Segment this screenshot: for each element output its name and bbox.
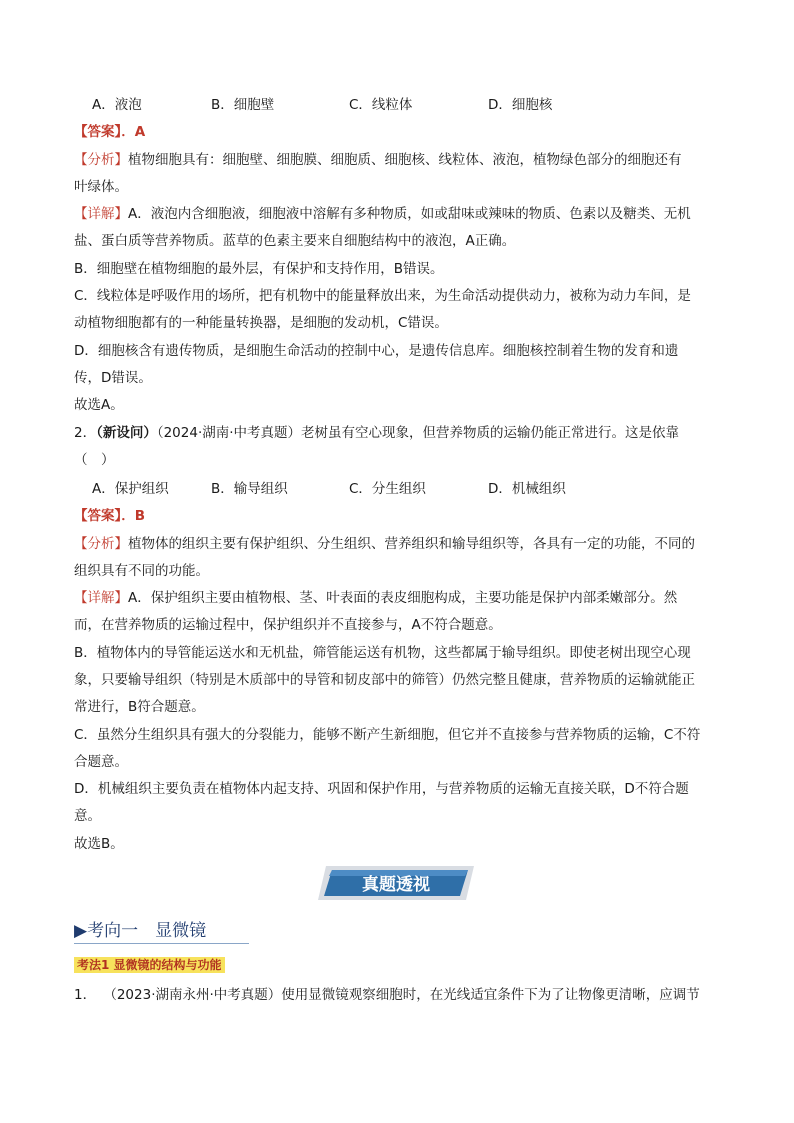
q2-detail-c: C．虽然分生组织具有强大的分裂能力，能够不断产生新细胞，但它并不直接参与营养物质的运输，C不符 — [74, 727, 701, 743]
q2-detail-d-cont: 意。 — [74, 808, 101, 824]
triangle-marker-icon: ▶ — [74, 921, 88, 941]
section-banner — [318, 862, 474, 904]
q2-detail-b-cont2: 常进行，B符合题意。 — [74, 699, 205, 715]
detail-text: A．液泡内含细胞液，细胞液中溶解有多种物质，如或甜味或辣味的物质、色素以及糖类、无机 — [128, 206, 691, 222]
q2-stem-blank: （ ） — [74, 452, 115, 468]
q2-option-a: A．保护组织 — [92, 481, 169, 497]
q1-conclusion: 故选A。 — [74, 397, 124, 413]
q1-detail-d-cont: 传，D错误。 — [74, 370, 152, 386]
q1-detail-a-cont: 盐、蛋白质等营养物质。蓝草的色素主要来自细胞结构中的液泡，A正确。 — [74, 233, 516, 249]
q2-option-d: D．机械组织 — [488, 481, 566, 497]
answer-tag: 【答案】 — [74, 508, 122, 524]
q2-detail-b-cont: 象，只要输导组织（特别是木质部中的导管和韧皮部中的筛管）仍然完整且健康，营养物质的运输就能正 — [74, 672, 695, 688]
q1-option-a: A．液泡 — [92, 97, 142, 113]
q1-option-c: C．线粒体 — [349, 97, 413, 113]
detail-tag: 【详解】 — [74, 590, 128, 606]
answer-value: ．B — [121, 508, 146, 524]
q1-detail-b: B．细胞壁在植物细胞的最外层，有保护和支持作用，B错误。 — [74, 261, 444, 277]
q2-analysis-cont: 组织具有不同的功能。 — [74, 563, 209, 579]
question-number: 1． — [74, 987, 97, 1003]
detail-tag: 【详解】 — [74, 206, 128, 222]
q1-detail-a — [74, 204, 691, 224]
q1-detail-c: C．线粒体是呼吸作用的场所，把有机物中的能量释放出来，为生命活动提供动力，被称为动力车间，是 — [74, 288, 691, 304]
q2-answer — [74, 506, 145, 526]
q1-detail-c-cont: 动植物细胞都有的一种能量转换器，是细胞的发动机，C错误。 — [74, 315, 448, 331]
answer-tag: 【答案】 — [74, 124, 122, 140]
q1-answer — [74, 122, 145, 142]
section-underline — [74, 943, 249, 944]
analysis-tag: 【分析】 — [74, 152, 128, 168]
banner-text: 真题透视 — [362, 875, 430, 895]
q2-conclusion: 故选B。 — [74, 836, 124, 852]
analysis-text: 植物细胞具有：细胞壁、细胞膜、细胞质、细胞核、线粒体、液泡，植物绿色部分的细胞还有 — [128, 152, 682, 168]
section-title: 考向一 显微镜 — [87, 921, 207, 941]
question-source: （2023·湖南永州·中考真题） — [110, 987, 282, 1003]
q1-analysis — [74, 150, 682, 170]
section-heading — [74, 920, 206, 942]
q1-option-d: D．细胞核 — [488, 97, 553, 113]
question-number: 2． — [74, 425, 97, 441]
q1-detail-d: D．细胞核含有遗传物质，是细胞生命活动的控制中心，是遗传信息库。细胞核控制着生物的发育和遗 — [74, 343, 679, 359]
q1-option-b: B．细胞壁 — [211, 97, 275, 113]
q2-detail-b: B．植物体内的导管能运送水和无机盐，筛管能运送有机物，这些都属于输导组织。即使老树出现空心现 — [74, 645, 691, 661]
method-label: 考法1 显微镜的结构与功能 — [74, 957, 225, 973]
analysis-text: 植物体的组织主要有保护组织、分生组织、营养组织和输导组织等，各具有一定的功能，不同的 — [128, 536, 695, 552]
question-source: （2024·湖南·中考真题） — [156, 425, 302, 441]
q3-stem — [74, 985, 700, 1005]
analysis-tag: 【分析】 — [74, 536, 128, 552]
question-text: 老树虽有空心现象，但营养物质的运输仍能正常进行。这是依靠 — [301, 425, 680, 441]
q2-detail-a — [74, 588, 677, 608]
q2-analysis — [74, 534, 695, 554]
answer-value: ．A — [121, 124, 146, 140]
q2-stem — [74, 423, 679, 443]
q1-analysis-cont: 叶绿体。 — [74, 179, 128, 195]
q2-option-c: C．分生组织 — [349, 481, 426, 497]
q2-detail-d: D．机械组织主要负责在植物体内起支持、巩固和保护作用，与营养物质的运输无直接关联，D不符合题 — [74, 781, 689, 797]
q2-detail-a-cont: 而，在营养物质的运输过程中，保护组织并不直接参与，A不符合题意。 — [74, 617, 502, 633]
q2-detail-c-cont: 合题意。 — [74, 754, 128, 770]
question-text: 使用显微镜观察细胞时，在光线适宜条件下为了让物像更清晰，应调节 — [281, 987, 700, 1003]
new-question-tag: （新设问） — [96, 425, 157, 441]
detail-text: A．保护组织主要由植物根、茎、叶表面的表皮细胞构成，主要功能是保护内部柔嫩部分。然 — [128, 590, 678, 606]
q2-option-b: B．输导组织 — [211, 481, 288, 497]
